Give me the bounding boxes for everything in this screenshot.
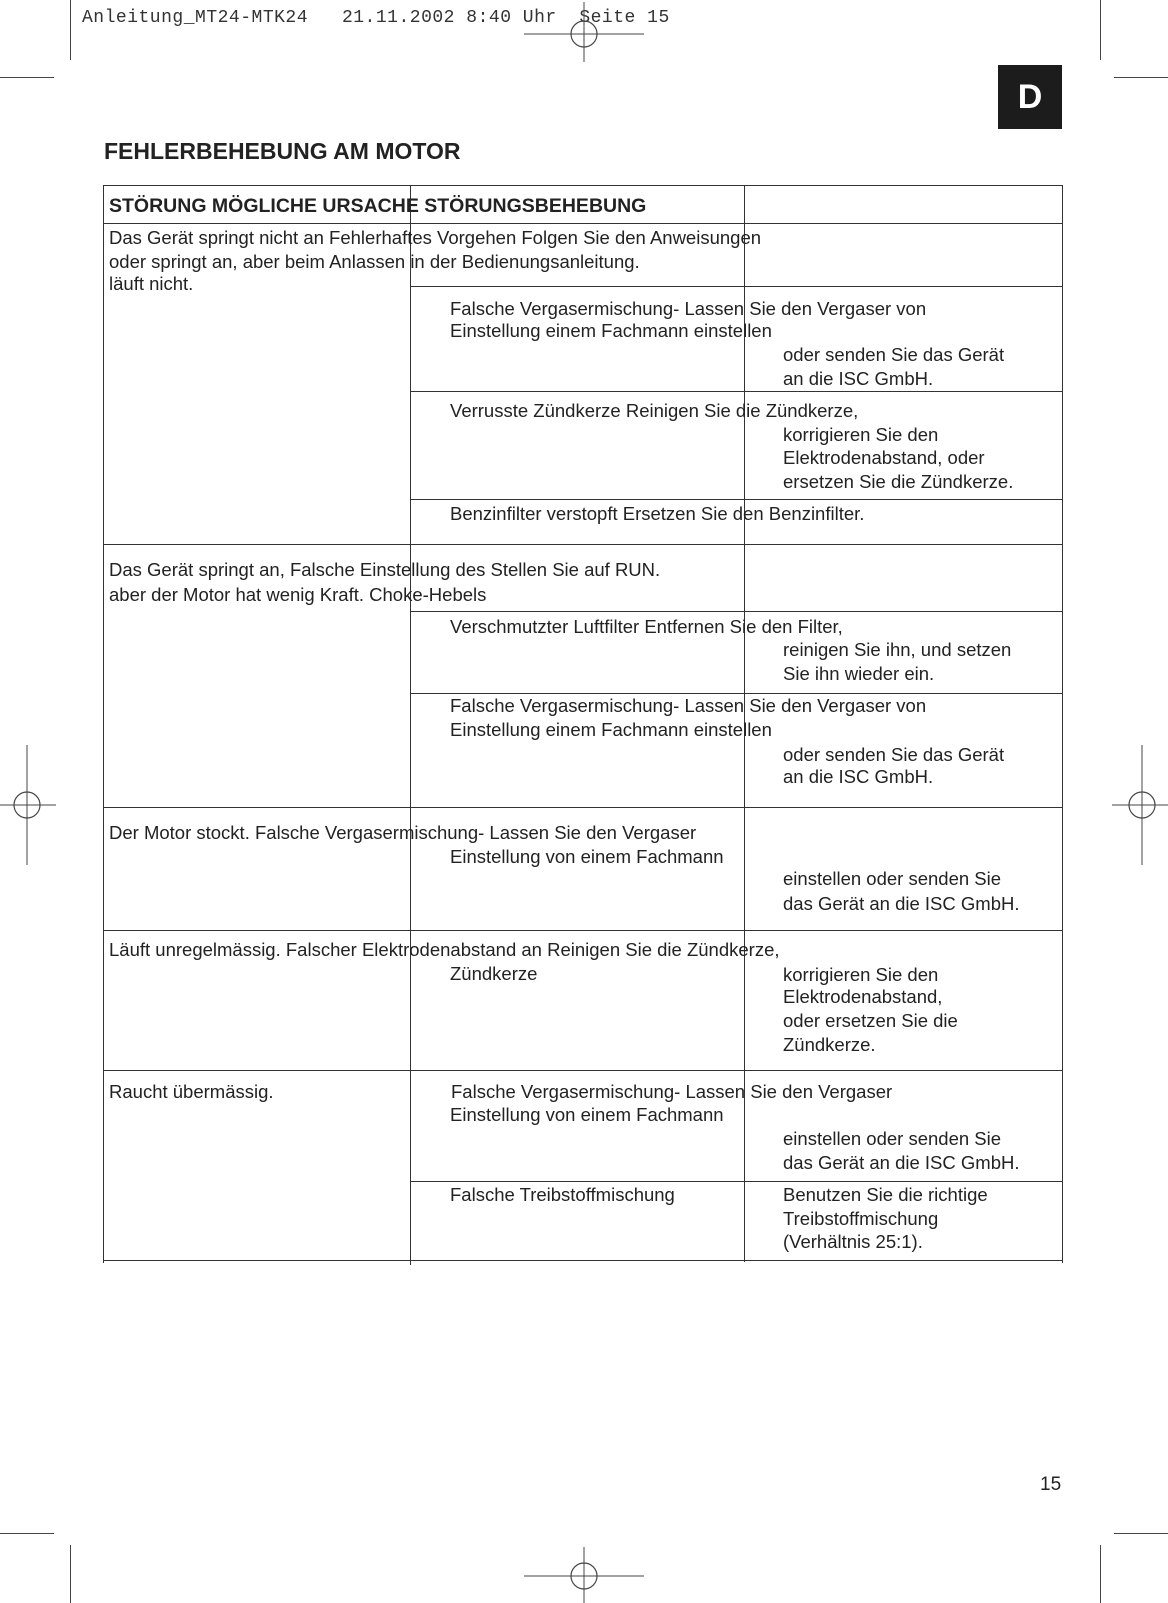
table-line: Falsche Vergasermischung- Lassen Sie den Vergaser von (450, 298, 927, 319)
table-line: aber der Motor hat wenig Kraft. Choke-Hebels (109, 584, 487, 605)
registration-mark-right (1112, 745, 1168, 865)
table-line: oder ersetzen Sie die (783, 1010, 958, 1031)
page-number: 15 (1040, 1474, 1062, 1495)
table-line: Falsche Vergasermischung- Lassen Sie den Vergaser (451, 1081, 893, 1102)
table-line: korrigieren Sie den (783, 964, 939, 985)
table-line: einstellen oder senden Sie (783, 1128, 1002, 1149)
row-divider (103, 807, 1063, 808)
column-divider (410, 185, 411, 1265)
registration-mark-bottom (524, 1547, 644, 1603)
table-line: Falsche Treibstoffmischung (450, 1184, 675, 1205)
print-file: Anleitung_MT24-MTK24 (82, 8, 309, 28)
crop-mark (70, 0, 71, 60)
table-line: Treibstoffmischung (783, 1208, 939, 1229)
crop-mark (0, 77, 54, 78)
print-page: Seite 15 (579, 8, 670, 28)
table-line: Einstellung einem Fachmann einstellen (450, 719, 772, 740)
table-line: Zündkerze. (783, 1034, 876, 1055)
row-divider (103, 930, 1063, 931)
table-line: Raucht übermässig. (109, 1081, 274, 1102)
row-divider (410, 1181, 1063, 1182)
table-line: das Gerät an die ISC GmbH. (783, 1152, 1020, 1173)
crop-mark (1114, 1533, 1168, 1534)
language-tab: D (998, 65, 1062, 129)
table-line: oder senden Sie das Gerät (783, 744, 1005, 765)
row-divider (103, 1070, 1063, 1071)
table-header: STÖRUNG MÖGLICHE URSACHE STÖRUNGSBEHEBUNG (109, 195, 647, 217)
row-divider (410, 391, 1063, 392)
table-line: Benutzen Sie die richtige (783, 1184, 988, 1205)
row-divider (103, 1260, 1063, 1261)
table-line: oder senden Sie das Gerät (783, 344, 1005, 365)
crop-mark (1100, 0, 1101, 60)
row-divider (103, 544, 1063, 545)
table-line: Zündkerze (450, 963, 538, 984)
registration-mark-left (0, 745, 56, 865)
table-line: läuft nicht. (109, 273, 194, 294)
table-line: Elektrodenabstand, oder (783, 447, 985, 468)
table-line: Elektrodenabstand, (783, 986, 943, 1007)
table-line: an die ISC GmbH. (783, 766, 934, 787)
row-divider (103, 185, 1063, 186)
table-line: Einstellung von einem Fachmann (450, 846, 724, 867)
table-line: an die ISC GmbH. (783, 368, 934, 389)
print-date: 21.11.2002 (341, 8, 455, 28)
table-border (1062, 185, 1063, 1263)
table-line: reinigen Sie ihn, und setzen (783, 639, 1012, 660)
table-line: Sie ihn wieder ein. (783, 663, 935, 684)
row-divider (410, 286, 1063, 287)
table-border (103, 185, 104, 1263)
table-line: korrigieren Sie den (783, 424, 939, 445)
table-line: Benzinfilter verstopft Ersetzen Sie den Benzinfilter. (450, 503, 865, 524)
page-title: FEHLERBEHEBUNG AM MOTOR (104, 138, 461, 164)
crop-mark (0, 1533, 54, 1534)
crop-mark (70, 1545, 71, 1603)
row-divider (410, 499, 1063, 500)
table-line: einstellen oder senden Sie (783, 868, 1002, 889)
registration-mark-top (524, 2, 644, 62)
crop-mark (1114, 77, 1168, 78)
table-line: Verrusste Zündkerze Reinigen Sie die Zündkerze, (450, 400, 859, 421)
table-line: das Gerät an die ISC GmbH. (783, 893, 1020, 914)
table-line: Falsche Vergasermischung- Lassen Sie den Vergaser von (450, 695, 927, 716)
table-line: Einstellung von einem Fachmann (450, 1104, 724, 1125)
table-line: ersetzen Sie die Zündkerze. (783, 471, 1014, 492)
table-line: (Verhältnis 25:1). (783, 1231, 923, 1252)
table-line: Das Gerät springt nicht an Fehlerhaftes Vorgehen Folgen Sie den Anweisungen (109, 227, 762, 248)
print-time: 8:40 Uhr (466, 8, 557, 28)
row-divider (103, 223, 1063, 224)
table-line: Der Motor stockt. Falsche Vergasermischung- Lassen Sie den Vergaser (109, 822, 697, 843)
table-line: Läuft unregelmässig. Falscher Elektrodenabstand an Reinigen Sie die Zündkerze, (109, 939, 780, 960)
table-line: Verschmutzter Luftfilter Entfernen Sie den Filter, (450, 616, 843, 637)
table-line: Einstellung einem Fachmann einstellen (450, 320, 772, 341)
table-line: oder springt an, aber beim Anlassen in der Bedienungsanleitung. (109, 251, 640, 272)
crop-mark (1100, 1545, 1101, 1603)
table-line: Das Gerät springt an, Falsche Einstellung des Stellen Sie auf RUN. (109, 559, 661, 580)
row-divider (410, 611, 1063, 612)
